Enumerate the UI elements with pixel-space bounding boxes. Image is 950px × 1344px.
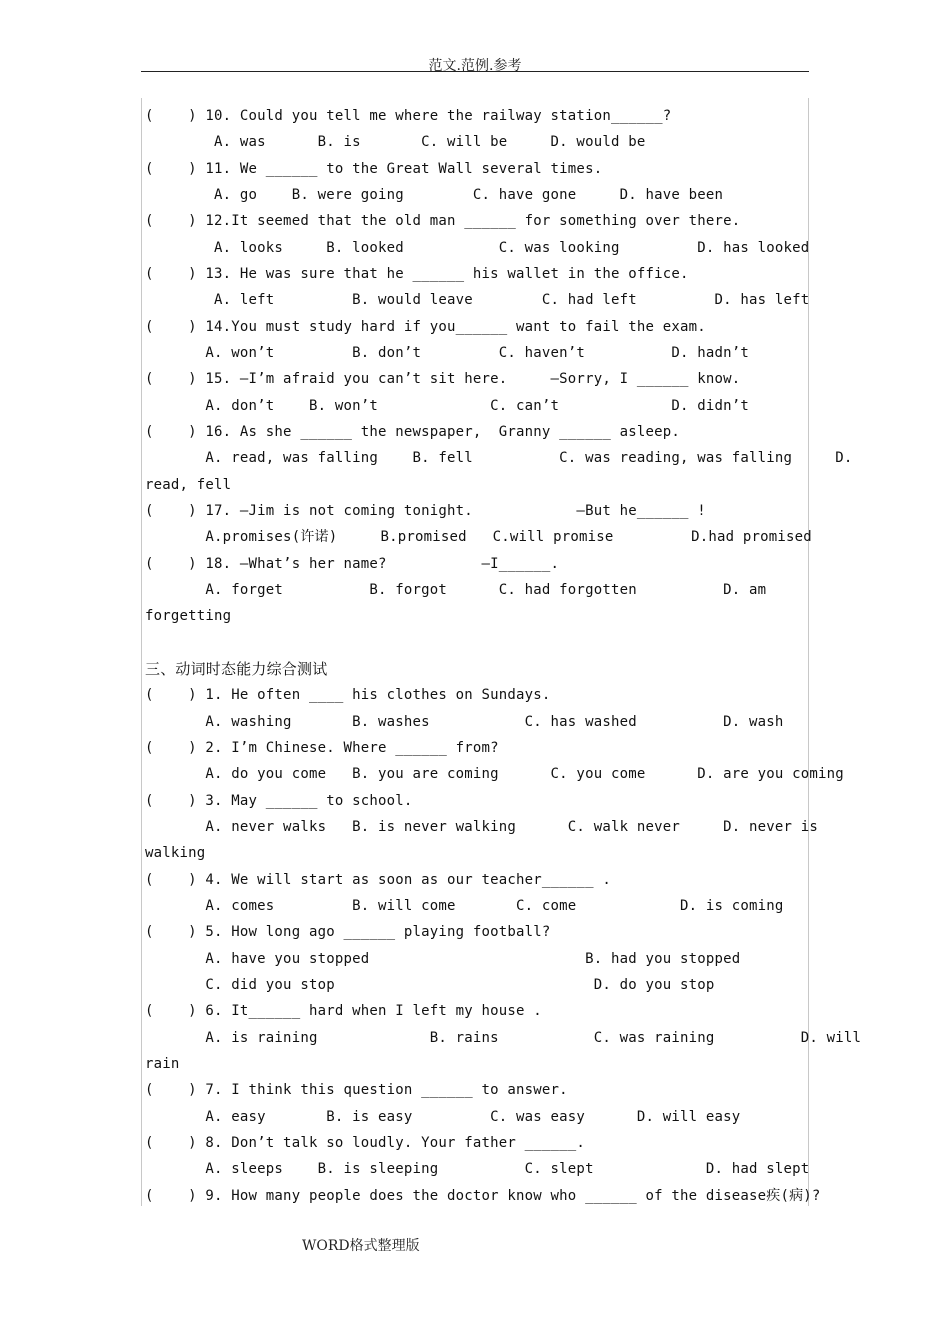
section-heading: 三、动词时态能力综合测试 bbox=[145, 659, 328, 678]
text-line: A. never walks B. is never walking C. walk never D. never is bbox=[145, 818, 819, 835]
text-line: A.promises(许诺) B.promised C.will promise D.had promised bbox=[145, 529, 812, 546]
text-line: A. read, was falling B. fell C. was reading, was falling D. bbox=[145, 450, 853, 467]
text-line: ( ) 4. We will start as soon as our teacher______ . bbox=[145, 871, 611, 888]
text-line: A. looks B. looked C. was looking D. has looked bbox=[145, 239, 810, 256]
text-line: ( ) 17. —Jim is not coming tonight. —But he______ ! bbox=[145, 502, 706, 519]
text-line: A. was B. is C. will be D. would be bbox=[145, 134, 646, 151]
text-line: ( ) 9. How many people does the doctor know who ______ of the disease疾(病)? bbox=[145, 1187, 821, 1204]
text-line: A. comes B. will come C. come D. is coming bbox=[145, 897, 784, 914]
text-line: ( ) 18. —What’s her name? —I______. bbox=[145, 555, 560, 572]
text-line: ( ) 5. How long ago ______ playing football? bbox=[145, 924, 551, 941]
text-line: ( ) 14.You must study hard if you______ want to fail the exam. bbox=[145, 318, 706, 335]
page-footer: WORD格式整理版 bbox=[302, 1238, 420, 1254]
text-line: A. is raining B. rains C. was raining D. will bbox=[145, 1029, 862, 1046]
text-line: rain bbox=[145, 1055, 180, 1072]
page-header: 范文.范例.参考 bbox=[428, 58, 522, 74]
text-line: A. left B. would leave C. had left D. has left bbox=[145, 292, 810, 309]
text-line: A. have you stopped B. had you stopped bbox=[145, 950, 741, 967]
text-line: ( ) 6. It______ hard when I left my house . bbox=[145, 1003, 542, 1020]
text-line: ( ) 1. He often ____ his clothes on Sundays. bbox=[145, 687, 551, 704]
text-line: A. forget B. forgot C. had forgotten D. am bbox=[145, 581, 767, 598]
text-line: A. sleeps B. is sleeping C. slept D. had slept bbox=[145, 1161, 810, 1178]
text-line: ( ) 10. Could you tell me where the railway station______? bbox=[145, 108, 672, 124]
text-line: A. easy B. is easy C. was easy D. will easy bbox=[145, 1108, 741, 1125]
text-line: read, fell bbox=[145, 476, 232, 493]
text-line: ( ) 8. Don’t talk so loudly. Your father ______. bbox=[145, 1134, 586, 1151]
text-line: forgetting bbox=[145, 608, 232, 625]
text-line: ( ) 11. We ______ to the Great Wall several times. bbox=[145, 160, 603, 177]
text-line: A. washing B. washes C. has washed D. wash bbox=[145, 713, 784, 730]
text-line: ( ) 13. He was sure that he ______ his wallet in the office. bbox=[145, 265, 689, 282]
header-rule bbox=[141, 71, 809, 72]
text-line: walking bbox=[145, 845, 206, 862]
text-line: ( ) 3. May ______ to school. bbox=[145, 792, 413, 809]
text-line: ( ) 15. —I’m afraid you can’t sit here. —Sorry, I ______ know. bbox=[145, 371, 741, 388]
text-line: A. go B. were going C. have gone D. have been bbox=[145, 186, 724, 203]
text-line: ( ) 12.It seemed that the old man ______ for something over there. bbox=[145, 213, 741, 230]
text-line: A. won’t B. don’t C. haven’t D. hadn’t bbox=[145, 344, 750, 361]
text-line: ( ) 2. I’m Chinese. Where ______ from? bbox=[145, 739, 499, 756]
text-line: ( ) 7. I think this question ______ to answer. bbox=[145, 1082, 568, 1099]
text-line: ( ) 16. As she ______ the newspaper, Granny ______ asleep. bbox=[145, 423, 680, 440]
text-line: C. did you stop D. do you stop bbox=[145, 976, 715, 993]
text-line: A. don’t B. won’t C. can’t D. didn’t bbox=[145, 397, 750, 414]
left-margin-line bbox=[141, 98, 142, 1206]
text-line: A. do you come B. you are coming C. you come D. are you coming bbox=[145, 766, 844, 783]
